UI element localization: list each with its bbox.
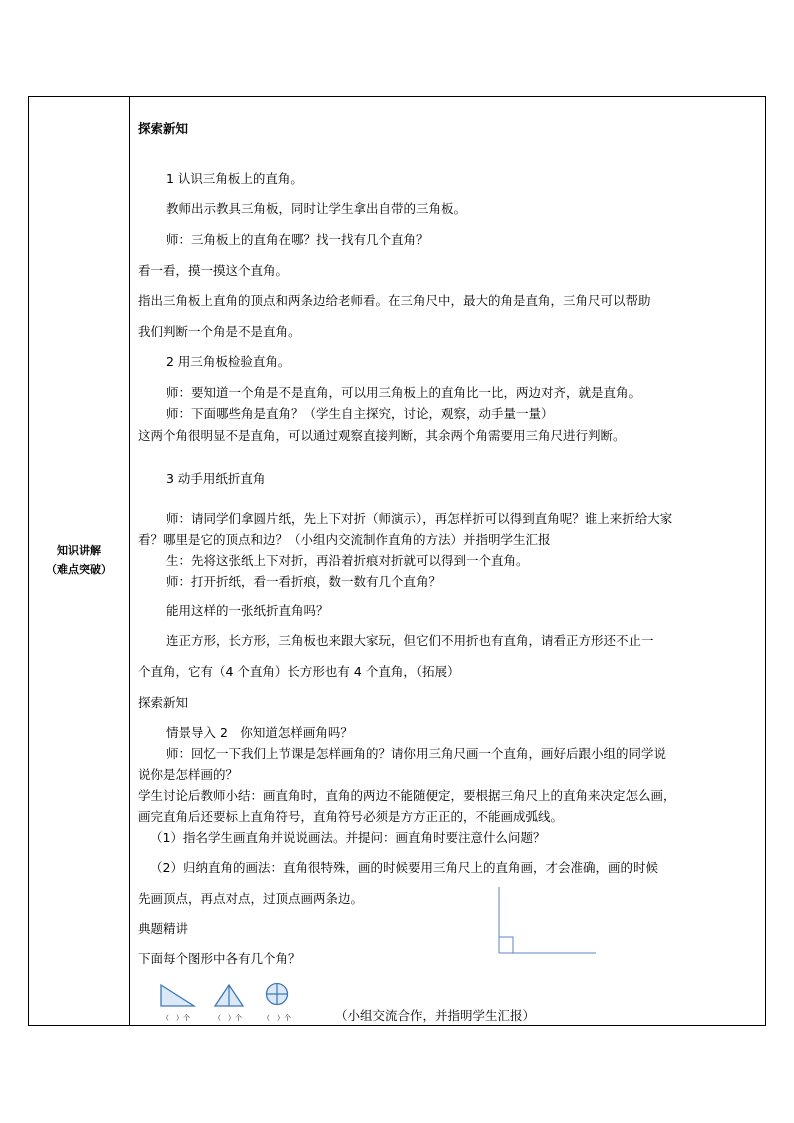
content-cell xyxy=(130,97,765,1025)
paragraph-line: 师：请同学们拿圆片纸，先上下对折（师演示），再怎样折可以得到直角呢？谁上来折给大家 xyxy=(166,511,673,526)
paragraph-line: （小组交流合作，并指明学生汇报） xyxy=(335,1008,536,1023)
paragraph-line: 个直角，它有（4 个直角）长方形也有 4 个直角，（拓展） xyxy=(138,664,460,679)
paragraph-line: 2 用三角板检验直角。 xyxy=(166,354,291,369)
paragraph-line: 这两个角很明显不是直角，可以通过观察直接判断，其余两个角需要用三角尺进行判断。 xyxy=(138,428,626,443)
answer-blank: （ ）个 xyxy=(162,1014,190,1022)
paragraph-line: 指出三角板上直角的顶点和两条边给老师看。在三角尺中，最大的角是直角，三角尺可以帮助 xyxy=(138,293,651,308)
paragraph-line: 能用这样的一张纸折直角吗？ xyxy=(166,603,329,618)
paragraph-line: 先画顶点，再点对点，过顶点画两条边。 xyxy=(138,891,364,906)
paragraph-line: 说你是怎样画的？ xyxy=(138,767,239,782)
paragraph-line: 学生讨论后教师小结：画直角时，直角的两边不能随便定，要根据三角尺上的直角来决定怎么画， xyxy=(138,788,676,803)
section-label-title: 知识讲解 xyxy=(57,544,101,557)
paragraph-line: 生：先将这张纸上下对折，再沿着折痕对折就可以得到一个直角。 xyxy=(166,553,529,568)
paragraph-line: 师：下面哪些角是直角？（学生自主探究，讨论，观察，动手量一量） xyxy=(166,406,554,421)
paragraph-line: 画完直角后还要标上直角符号，直角符号必须是方方正正的，不能画成弧线。 xyxy=(138,809,564,824)
right-angle-figure xyxy=(498,887,608,957)
section-heading: 探索新知 xyxy=(138,121,189,136)
section-heading: 典题精讲 xyxy=(138,921,189,936)
section-label-subtitle: （难点突破） xyxy=(46,563,112,576)
right-triangle-shape xyxy=(160,984,196,1008)
paragraph-line: 师：要知道一个角是不是直角，可以用三角板上的直角比一比，两边对齐，就是直角。 xyxy=(166,385,642,400)
section-label xyxy=(29,541,129,579)
paragraph-line: 我们判断一个角是不是直角。 xyxy=(138,324,301,339)
paragraph-line: 1 认识三角板上的直角。 xyxy=(166,171,303,186)
paragraph-line: 师：三角板上的直角在哪？找一找有几个直角？ xyxy=(166,232,429,247)
paragraph-line: （1）指名学生画直角并说说画法。并提问：画直角时要注意什么问题？ xyxy=(150,830,546,845)
answer-blank: （ ）个 xyxy=(263,1014,291,1022)
paragraph-line: 师：打开折纸，看一看折痕，数一数有几个直角？ xyxy=(166,574,442,589)
section-heading: 探索新知 xyxy=(138,695,189,710)
paragraph-line: 师：回忆一下我们上节课是怎样画角的？请你用三角尺画一个直角，画好后跟小组的同学说 xyxy=(166,746,667,761)
split-triangle-shape xyxy=(214,984,246,1008)
left-column xyxy=(29,97,130,1025)
paragraph-line: 3 动手用纸折直角 xyxy=(166,471,266,486)
paragraph-line: 看？哪里是它的顶点和边？（小组内交流制作直角的方法）并指明学生汇报 xyxy=(138,532,551,547)
paragraph-line: 情景导入 2 你知道怎样画角吗？ xyxy=(166,725,353,740)
paragraph-line: 看一看，摸一摸这个直角。 xyxy=(138,263,289,278)
paragraph-line: 连正方形，长方形，三角板也来跟大家玩，但它们不用折也有直角，请看正方形还不止一 xyxy=(166,633,654,648)
right-angle-mark xyxy=(499,937,513,953)
paragraph-line: 教师出示教具三角板，同时让学生拿出自带的三角板。 xyxy=(166,201,467,216)
paragraph-line: 下面每个图形中各有几个角？ xyxy=(138,951,301,966)
answer-blank: （ ）个 xyxy=(214,1014,242,1022)
paragraph-line: （2）归纳直角的画法：直角很特殊，画的时候要用三角尺上的直角画，才会准确，画的时候 xyxy=(150,860,658,875)
divided-circle-shape xyxy=(265,982,291,1008)
lesson-table xyxy=(28,96,766,1026)
